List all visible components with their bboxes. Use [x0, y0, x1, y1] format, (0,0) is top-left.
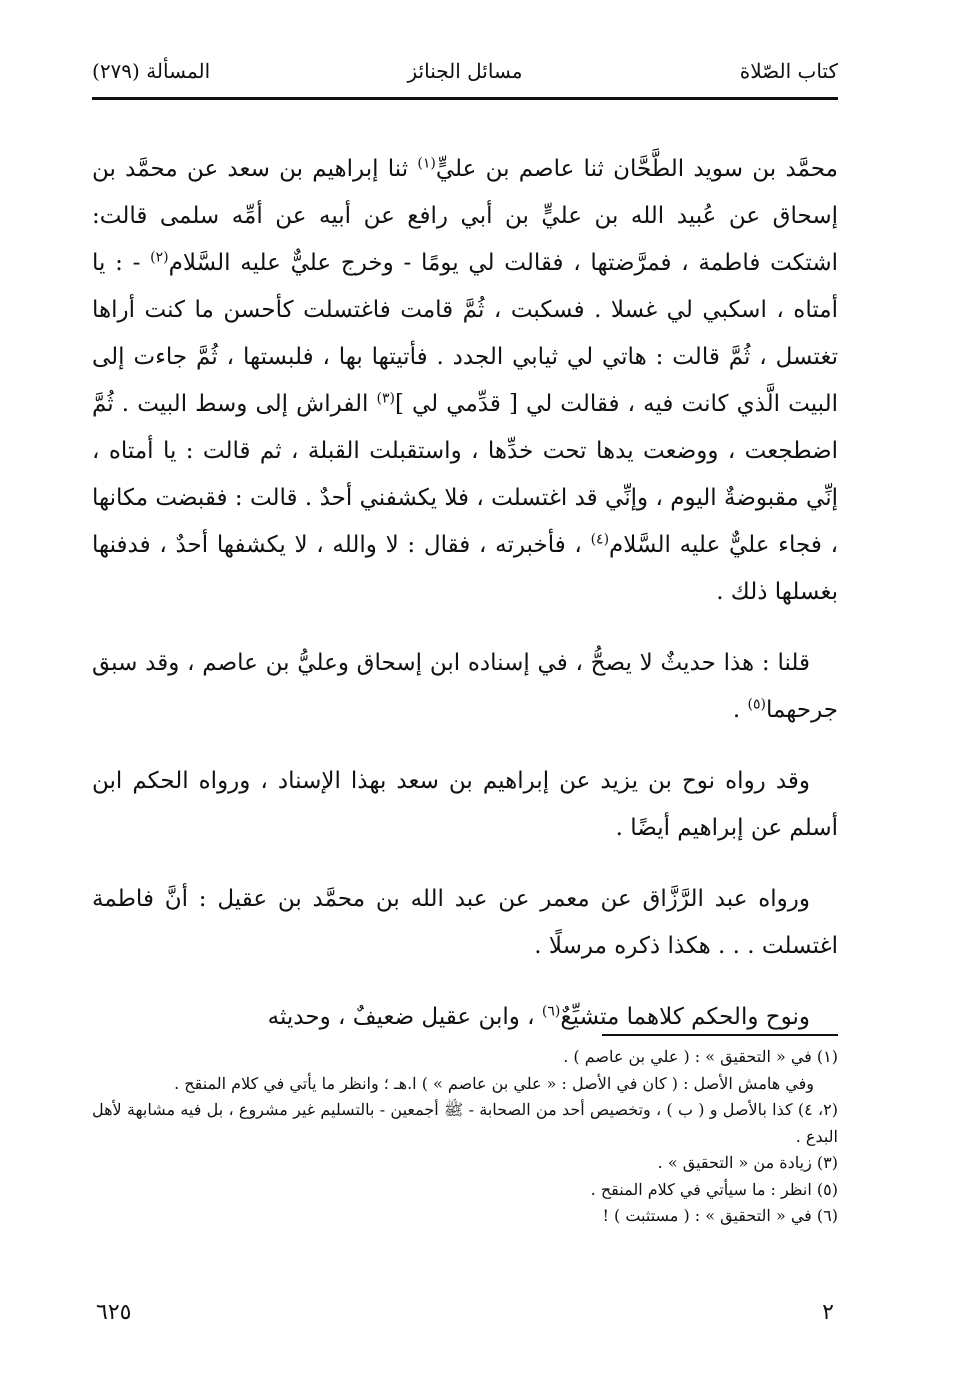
paragraph-5: ونوح والحكم كلاهما متشيِّعٌ$^{(٦)}$ ، وابن عقيل ضعيفٌ ، وحديثه	[267, 1003, 810, 1030]
body-text	[92, 146, 838, 1041]
page-footer	[92, 1298, 838, 1328]
header-rule	[92, 97, 838, 100]
paragraph-3: وقد رواه نوح بن يزيد عن إبراهيم بن سعد بهذا الإسناد ، ورواه الحكم ابن أسلم عن إبراهيم أيضًا .	[92, 768, 838, 841]
footnote-2-4: (٢، ٤) كذا بالأصل و ( ب ) ، وتخصيص أحد من الصحابة - ﷺ أجمعين - بالتسليم غير مشروع ، بل فيه مشابهة لأهل البدع .	[92, 1100, 839, 1146]
footnote-ref-2: (٢)	[150, 249, 169, 266]
footnote-ref-5: (٥)	[747, 696, 766, 713]
book-title: كتاب الصّلاة	[739, 59, 838, 83]
footnote-3: (٣) زيادة من « التحقيق » .	[657, 1153, 838, 1172]
chapter-title: مسائل الجنائز	[407, 59, 523, 83]
footnote-ref-1: (١)	[417, 155, 436, 172]
running-header	[92, 54, 838, 88]
page-number: ٦٢٥	[96, 1300, 132, 1325]
footnote-ref-3: (٣)	[376, 390, 395, 407]
footnote-ref-6: (٦)	[541, 1003, 561, 1020]
issue-label: المسألة (٢٧٩)	[92, 59, 211, 83]
footnote-ref-4: (٤)	[590, 531, 610, 548]
footnote-5: (٥) انظر : ما سيأتي في كلام المنقح .	[590, 1179, 838, 1199]
footnote-1: (١) في « التحقيق » : ( علي بن عاصم ) .	[563, 1047, 838, 1066]
footnotes	[92, 1044, 838, 1230]
paragraph-1: محمَّد بن سويد الطَّحَّان ثنا عاصم بن عليٍّ$^{(١)}$ ثنا إبراهيم بن سعد عن محمَّد بن إسحاق عن عُبيد الله بن عليٍّ بن أبي رافع عن أبيه عن أمِّه سلمى قالت: اشتكت فاطمة ، فمرَّضتها ، فقالت لي يومًا - وخرج عليٌّ عليه السَّلام$^{(٢)}$ - : يا أمتاه ، اسكبي لي غسلا . فسكبت ، ثُمَّ قامت فاغتسلت كأحسن ما كنت أراها تغتسل ، ثُمَّ قالت : هاتي لي ثيابي الجدد . فأتيتها بها ، فلبستها ، ثُمَّ جاءت إلى البيت الَّذي كانت فيه ، فقالت لي [ قدِّمي لي ]$^{(٣)}$ الفراش إلى وسط البيت . ثُمَّ اضطجعت ، ووضعت يدها تحت خدِّها ، واستقبلت القبلة ، ثم قالت : يا أمتاه ، إنِّي مقبوضةٌ اليوم ، وإنِّي قد اغتسلت ، فلا يكشفني أحدٌ . قالت : فقبضت مكانها ، فجاء عليٌّ عليه السَّلام$^{(٤)}$ ، فأخبرته ، فقال : لا والله ، لا يكشفها أحدٌ ، فدفنها بغسلها ذلك .	[92, 155, 839, 605]
footnote-1-continued: وفي هامش الأصل : ( كان في الأصل : « علي بن عاصم » ) ا.هـ ؛ وانظر ما يأتي في كلام المنقح .	[174, 1073, 814, 1093]
footnote-6: (٦) في « التحقيق » : ( مستثبت ) !	[602, 1206, 838, 1225]
paragraph-4: ورواه عبد الرَّزَّاق عن معمر عن عبد الله بن محمَّد بن عقيل : أنَّ فاطمة اغتسلت . . . هكذا ذكره مرسلًا .	[92, 886, 838, 959]
document-page	[92, 0, 838, 1390]
footnote-rule	[602, 1034, 838, 1036]
part-number: ٢	[822, 1300, 834, 1325]
paragraph-2: قلنا : هذا حديثٌ لا يصحُّ ، في إسناده ابن إسحاق وعليُّ بن عاصم ، وقد سبق جرحهما$^{(٥)}$ .	[92, 650, 838, 723]
